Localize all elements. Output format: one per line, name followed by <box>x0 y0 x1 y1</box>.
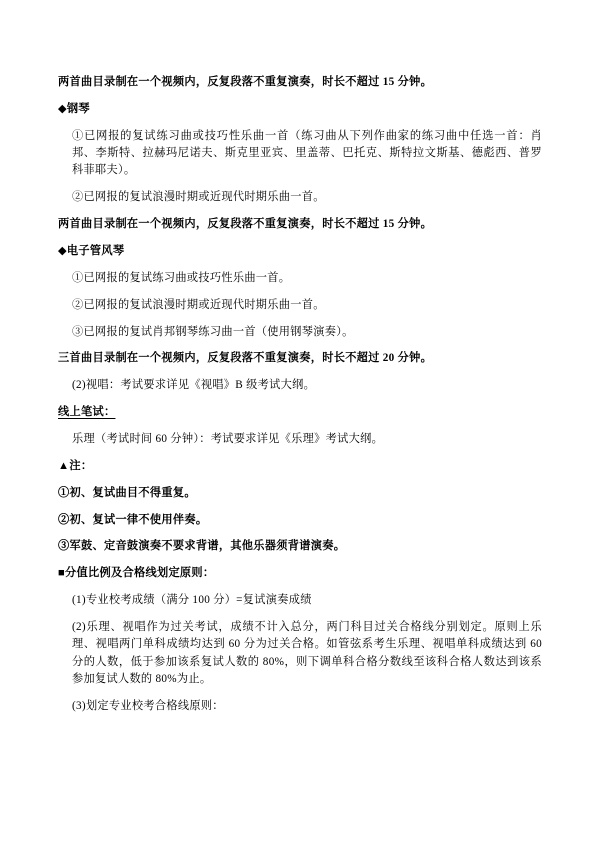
paragraph-organ-item-3: ③已网报的复试肖邦钢琴练习曲一首（使用钢琴演奏）。 <box>72 325 354 338</box>
paragraph-score-rule-2: (2)乐理、视唱作为过关考试，成绩不计入总分，两门科目过关合格线分别划定。原则上乐理、视唱两门单科成绩均达到 60 分为过关合格。如管弦系考生乐理、视唱单科成绩达到 60 分的人数，低于参加该系复试人数的 80%，则下调单科合格分数线至该科合格人数达到该系参加复试人数的 80%为止。 <box>72 621 542 686</box>
section-heading-notes: ▲注： <box>58 459 93 472</box>
section-heading-electronic-organ: ◆电子管风琴 <box>58 245 125 258</box>
paragraph-sight-singing: (2)视唱：考试要求详见《视唱》B 级考试大纲。 <box>72 379 316 392</box>
section-heading-score-ratio: ■分值比例及合格线划定原则： <box>58 567 215 580</box>
section-heading-online-written-exam: 线上笔试： <box>58 406 116 419</box>
paragraph-note-3: ③军鼓、定音鼓演奏不要求背谱，其他乐器须背谱演奏。 <box>58 540 346 553</box>
paragraph-note-2: ②初、复试一律不使用伴奏。 <box>58 513 208 526</box>
paragraph-recording-rule-3: 三首曲目录制在一个视频内，反复段落不重复演奏，时长不超过 20 分钟。 <box>58 352 433 365</box>
paragraph-recording-rule-1: 两首曲目录制在一个视频内，反复段落不重复演奏，时长不超过 15 分钟。 <box>58 76 433 88</box>
paragraph-organ-item-2: ②已网报的复试浪漫时期或近现代时期乐曲一首。 <box>72 298 325 311</box>
paragraph-organ-item-1: ①已网报的复试练习曲或技巧性乐曲一首。 <box>72 271 291 284</box>
section-heading-piano: ◆钢琴 <box>58 102 90 115</box>
paragraph-music-theory: 乐理（考试时间 60 分钟）：考试要求详见《乐理》考试大纲。 <box>72 433 384 446</box>
document-body <box>58 74 542 715</box>
paragraph-piano-item-1: ①已网报的复试练习曲或技巧性乐曲一首（练习曲从下列作曲家的练习曲中任选一首：肖邦、李斯特、拉赫玛尼诺夫、斯克里亚宾、里盖蒂、巴托克、斯特拉文斯基、德彪西、普罗科菲耶夫）。 <box>72 129 542 177</box>
paragraph-score-rule-3: (3)划定专业校考合格线原则： <box>72 699 224 712</box>
paragraph-score-rule-1: (1)专业校考成绩（满分 100 分）=复试演奏成绩 <box>72 594 312 607</box>
paragraph-recording-rule-2: 两首曲目录制在一个视频内，反复段落不重复演奏，时长不超过 15 分钟。 <box>58 218 433 231</box>
paragraph-piano-item-2: ②已网报的复试浪漫时期或近现代时期乐曲一首。 <box>72 191 325 204</box>
paragraph-note-1: ①初、复试曲目不得重复。 <box>58 486 196 499</box>
